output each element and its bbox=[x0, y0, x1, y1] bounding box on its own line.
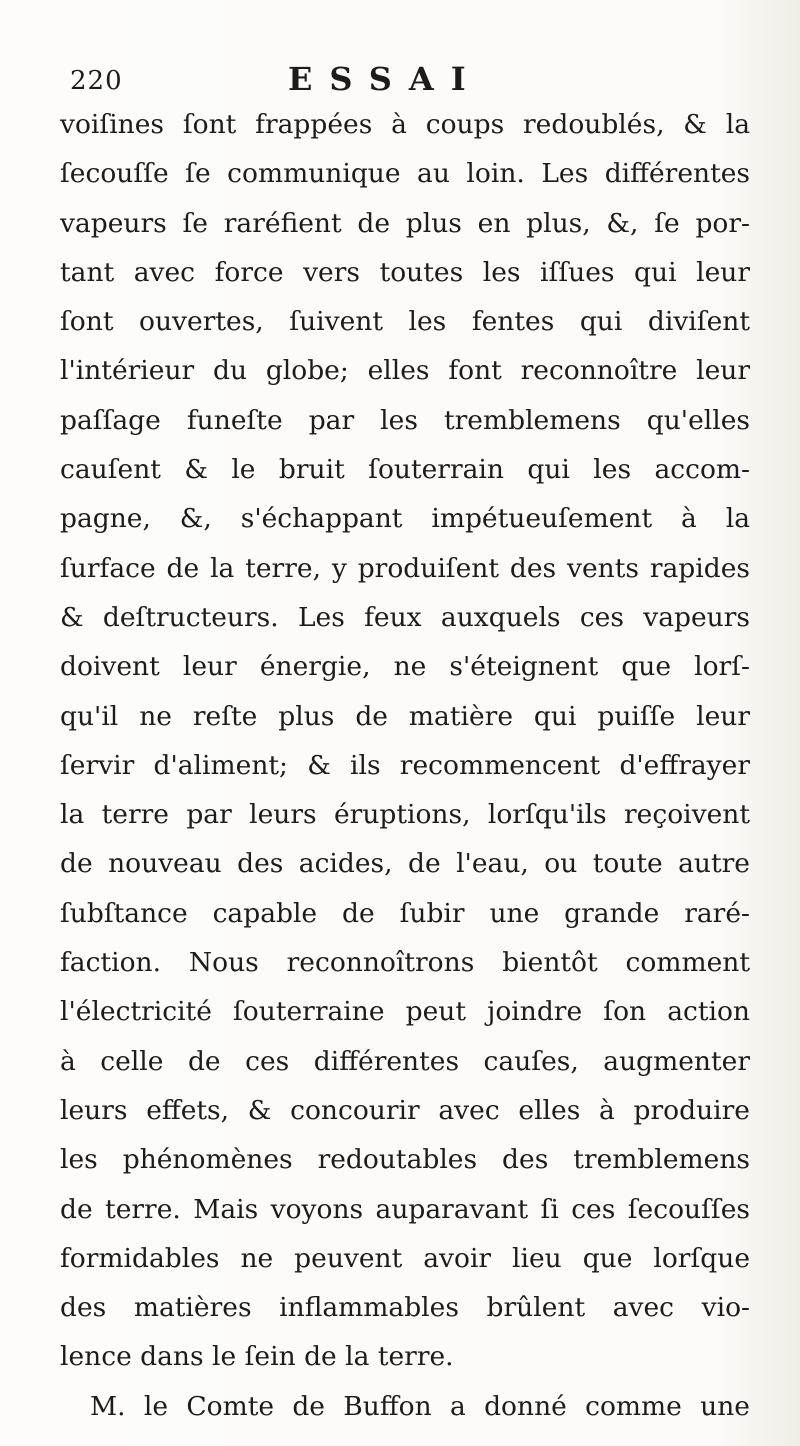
text-line: qu'il ne reſte plus de matière qui puiſſe leur bbox=[60, 700, 750, 732]
text-line: l'électricité ſouterraine peut joindre ſon action bbox=[60, 996, 750, 1028]
text-line: ſecouſſe ſe communique au loin. Les différentes bbox=[60, 158, 750, 190]
running-head: ESSAI bbox=[288, 60, 483, 98]
text-line: & deſtructeurs. Les feux auxquels ces vapeurs bbox=[60, 601, 750, 633]
text-line: l'intérieur du globe; elles font reconnoître leur bbox=[60, 355, 750, 387]
text-line: ſont ouvertes, ſuivent les fentes qui diviſent bbox=[60, 306, 750, 338]
text-line: M. le Comte de Buffon a donné comme une bbox=[90, 1390, 750, 1422]
text-line: doivent leur énergie, ne s'éteignent que lorſ- bbox=[60, 651, 750, 683]
text-line: cauſent & le bruit ſouterrain qui les accom- bbox=[60, 454, 750, 486]
text-line: de terre. Mais voyons auparavant ſi ces ſecouſſes bbox=[60, 1193, 750, 1225]
text-line: les phénomènes redoutables des tremblemens bbox=[60, 1144, 750, 1176]
text-line: faction. Nous reconnoîtrons bientôt comment bbox=[60, 947, 750, 979]
text-line: de nouveau des acides, de l'eau, ou toute autre bbox=[60, 848, 750, 880]
text-line: pagne, &, s'échappant impétueuſement à la bbox=[60, 503, 750, 535]
text-line: tant avec force vers toutes les iſſues qui leur bbox=[60, 256, 750, 288]
text-line: des matières inflammables brûlent avec vio- bbox=[60, 1292, 750, 1324]
text-line: ſubſtance capable de ſubir une grande raré- bbox=[60, 897, 750, 929]
text-line: paſſage funeſte par les tremblemens qu'elles bbox=[60, 404, 750, 436]
text-line: vapeurs ſe raréfient de plus en plus, &, ſe por- bbox=[60, 207, 750, 239]
body-text bbox=[60, 100, 750, 1431]
text-line: ſervir d'aliment; & ils recommencent d'effrayer bbox=[60, 749, 750, 781]
text-line: formidables ne peuvent avoir lieu que lorſque bbox=[60, 1242, 750, 1274]
page-header bbox=[70, 56, 750, 102]
text-line: la terre par leurs éruptions, lorſqu'ils reçoivent bbox=[60, 799, 750, 831]
text-line: lence dans le ſein de la terre. bbox=[60, 1341, 454, 1373]
text-line: leurs effets, & concourir avec elles à produire bbox=[60, 1094, 750, 1126]
text-line: voiſines ſont frappées à coups redoublés, & la bbox=[60, 109, 750, 140]
page-number: 220 bbox=[70, 66, 123, 96]
text-line: à celle de ces différentes cauſes, augmenter bbox=[60, 1045, 750, 1077]
text-line: ſurface de la terre, y produiſent des vents rapides bbox=[60, 552, 750, 584]
